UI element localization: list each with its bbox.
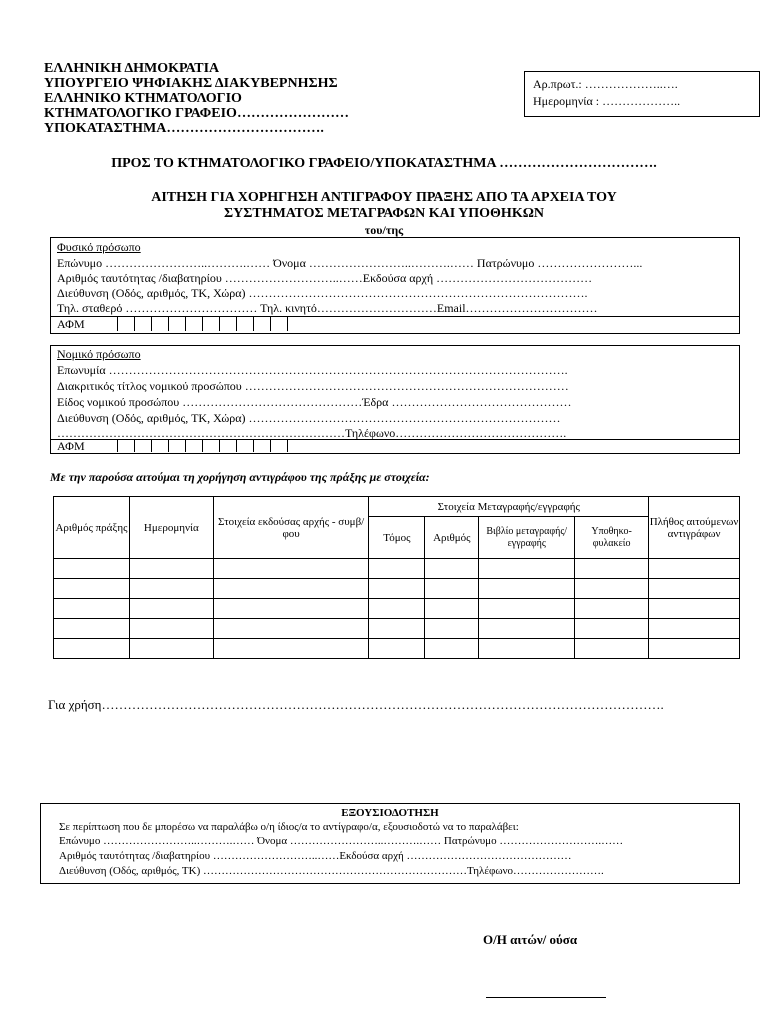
group-header: Στοιχεία Μεταγραφής/εγγραφής: [369, 497, 649, 517]
to-line: ΠΡΟΣ ΤΟ ΚΤΗΜΑΤΟΛΟΓΙΚΟ ΓΡΑΦΕΙΟ/ΥΠΟΚΑΤΑΣΤΗΜΑ …………………………….: [111, 156, 657, 171]
table-row: [54, 599, 740, 619]
legal-person-box: [50, 345, 740, 454]
table-cell[interactable]: [425, 559, 479, 579]
table-cell[interactable]: [479, 619, 575, 639]
table-cell[interactable]: [213, 619, 369, 639]
natural-person-id-row[interactable]: Αριθμός ταυτότητας /διαβατηρίου ………………………..……Εκδούσα αρχή …………………………………: [57, 271, 593, 285]
table-cell[interactable]: [369, 579, 425, 599]
col-act-number: Αριθμός πράξης: [54, 497, 130, 559]
col-issuer: Στοιχεία εκδούσας αρχής - συμβ/φου: [213, 497, 369, 559]
table-cell[interactable]: [575, 599, 649, 619]
table-row: [54, 579, 740, 599]
table-cell[interactable]: [649, 599, 740, 619]
table-cell[interactable]: [369, 619, 425, 639]
table-cell[interactable]: [479, 579, 575, 599]
col-book: Βιβλίο μεταγραφής/ εγγραφής: [479, 517, 575, 559]
title-line: ΑΙΤΗΣΗ ΓΙΑ ΧΟΡΗΓΗΣΗ ΑΝΤΙΓΡΑΦΟΥ ΠΡΑΞΗΣ ΑΠΟ ΤΑ ΑΡΧΕΙΑ ΤΟΥ: [151, 190, 617, 205]
table-cell[interactable]: [479, 639, 575, 659]
table-cell[interactable]: [129, 619, 213, 639]
header-line: ΕΛΛΗΝΙΚΟ ΚΤΗΜΑΤΟΛΟΓΙΟ: [44, 91, 242, 106]
table-row: [54, 639, 740, 659]
authorization-heading: ΕΞΟΥΣΙΟΔΟΤΗΣΗ: [341, 807, 439, 819]
header-block: [44, 61, 349, 136]
legal-person-heading: Νομικό πρόσωπο: [57, 347, 141, 361]
signature-line[interactable]: [486, 997, 606, 998]
col-volume: Τόμος: [369, 517, 425, 559]
natural-person-afm-label: ΑΦΜ: [57, 317, 85, 331]
table-cell[interactable]: [129, 599, 213, 619]
title-line: ΣΥΣΤΗΜΑΤΟΣ ΜΕΤΑΓΡΑΦΩΝ ΚΑΙ ΥΠΟΘΗΚΩΝ: [223, 206, 545, 221]
table-cell[interactable]: [54, 639, 130, 659]
legal-person-address2-row[interactable]: ………………………………………………………………Τηλέφωνο…………………………………….: [57, 426, 567, 440]
table-cell[interactable]: [213, 599, 369, 619]
natural-person-phones-row[interactable]: Τηλ. σταθερό …………………………… Τηλ. κινητό…………………………Email……………………………: [57, 301, 598, 315]
table-cell[interactable]: [425, 599, 479, 619]
table-cell[interactable]: [54, 599, 130, 619]
legal-person-afm-label: ΑΦΜ: [57, 439, 85, 453]
natural-person-heading: Φυσικό πρόσωπο: [57, 240, 141, 254]
col-number: Αριθμός: [425, 517, 479, 559]
col-copies: Πλήθος αιτούμενων αντιγράφων: [649, 497, 740, 559]
table-cell[interactable]: [649, 619, 740, 639]
table-cell[interactable]: [213, 579, 369, 599]
usage-line[interactable]: Για χρήση………………………………………………………………………………………………………………….: [48, 697, 664, 712]
protocol-number: Αρ.πρωτ.: ………………..….: [533, 77, 678, 91]
table-cell[interactable]: [129, 639, 213, 659]
table-cell[interactable]: [369, 599, 425, 619]
table-cell[interactable]: [213, 559, 369, 579]
header-line: ΕΛΛΗΝΙΚΗ ΔΗΜΟΚΡΑΤΙΑ: [44, 61, 220, 76]
header-line: ΚΤΗΜΑΤΟΛΟΓΙΚΟ ΓΡΑΦΕΙΟ……………………: [44, 106, 349, 121]
table-cell[interactable]: [575, 579, 649, 599]
table-cell[interactable]: [479, 559, 575, 579]
legal-person-type-row[interactable]: Είδος νομικού προσώπου ………………………………………Έδρα ………………………………………: [57, 395, 572, 409]
table-cell[interactable]: [369, 639, 425, 659]
table-cell[interactable]: [649, 559, 740, 579]
table-cell[interactable]: [425, 619, 479, 639]
table-cell[interactable]: [54, 559, 130, 579]
table-cell[interactable]: [649, 579, 740, 599]
table-cell[interactable]: [575, 639, 649, 659]
signature-label: Ο/Η αιτών/ ούσα: [483, 932, 578, 947]
authorization-address-row[interactable]: Διεύθυνση (Οδός, αριθμός, ΤΚ) ………………………………………………………………Τηλέφωνο…………………….: [59, 865, 604, 877]
authorization-intro: Σε περίπτωση που δε μπορέσω να παραλάβω ο/η ίδιος/α το αντίγραφο/α, εξουσιοδοτώ να το παραλάβει:: [59, 821, 519, 833]
legal-person-distinctive-row[interactable]: Διακριτικός τίτλος νομικού προσώπου ………………………………………………………………………: [57, 379, 569, 393]
col-date: Ημερομηνία: [129, 497, 213, 559]
natural-person-address-row[interactable]: Διεύθυνση (Οδός, αριθμός, ΤΚ, Χώρα) ………………………………………………………………………….: [57, 286, 588, 300]
legal-person-name-row[interactable]: Επωνυμία …………………………………………………………………………………………………….: [57, 363, 568, 377]
table-cell[interactable]: [649, 639, 740, 659]
header-line: ΥΠΟΚΑΤΑΣΤΗΜΑ…………………………….: [44, 121, 324, 136]
protocol-box: [524, 71, 760, 117]
col-registry: Υποθηκο- φυλακείο: [575, 517, 649, 559]
request-line: Με την παρούσα αιτούμαι τη χορήγηση αντιγράφου της πράξης με στοιχεία:: [50, 470, 430, 484]
table-cell[interactable]: [425, 579, 479, 599]
protocol-date: Ημερομηνία : ………………..: [533, 94, 681, 108]
table-cell[interactable]: [213, 639, 369, 659]
table-row: [54, 559, 740, 579]
header-line: ΥΠΟΥΡΓΕΙΟ ΨΗΦΙΑΚΗΣ ΔΙΑΚΥΒΕΡΝΗΣΗΣ: [44, 76, 338, 91]
table-cell[interactable]: [54, 579, 130, 599]
legal-person-address-row[interactable]: Διεύθυνση (Οδός, αριθμός, ΤΚ, Χώρα) ……………………………………………………………………: [57, 411, 561, 425]
authorization-box: [40, 803, 740, 884]
table-cell[interactable]: [575, 619, 649, 639]
authorization-surname-row[interactable]: Επώνυμο ……………………..……….…… Όνομα ……………………..……….…… Πατρώνυμο ……………………….……: [59, 835, 624, 847]
table-cell[interactable]: [129, 559, 213, 579]
table-cell[interactable]: [129, 579, 213, 599]
natural-person-surname-row[interactable]: Επώνυμο ……………………..……….…… Όνομα ……………………..……….…… Πατρώνυμο ……………………...: [57, 256, 643, 270]
natural-person-box: [50, 237, 740, 334]
legal-person-afm-field[interactable]: [117, 439, 288, 452]
natural-person-afm-field[interactable]: [117, 317, 288, 332]
form-title: [0, 190, 768, 238]
table-cell[interactable]: [479, 599, 575, 619]
table-cell[interactable]: [54, 619, 130, 639]
table-row: [54, 619, 740, 639]
table-cell[interactable]: [425, 639, 479, 659]
act-table: [53, 496, 740, 659]
title-line: του/της: [364, 223, 404, 237]
table-cell[interactable]: [369, 559, 425, 579]
authorization-id-row[interactable]: Αριθμός ταυτότητας /διαβατηρίου ………………………..……Εκδούσα αρχή ………………………………………: [59, 850, 572, 862]
table-cell[interactable]: [575, 559, 649, 579]
